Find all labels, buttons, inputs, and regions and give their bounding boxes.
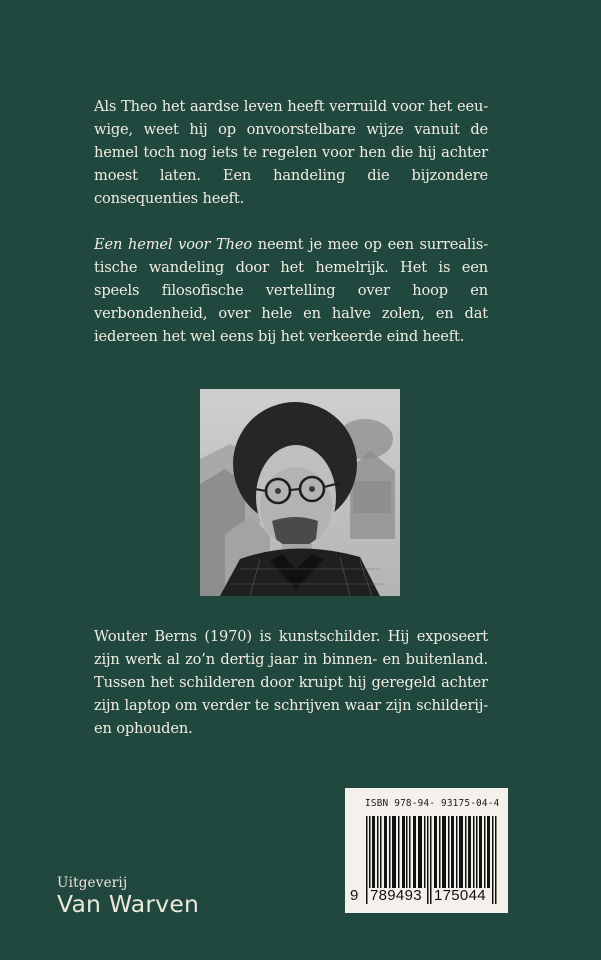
- author-bio: [94, 625, 488, 740]
- publisher-name: Van Warven: [57, 890, 200, 918]
- author-bio-text: Wouter Berns (1970) is kunstschilder. Hij exposeert zijn werk al zo’n dertig jaar in binnen- en buitenland. Tussen het schilderen door kruipt hij geregeld achter zijn laptop om verder te schrijven waar zijn schilderij-en ophouden.: [94, 628, 488, 737]
- blurb-paragraph-1: [94, 95, 488, 210]
- publisher-logo: [57, 875, 199, 917]
- barcode-digit-lead: 9: [350, 887, 359, 904]
- blurb-text-2: neemt je mee op een surrealis-tische wandeling door het hemelrijk. Het is een speels filosofische vertelling over hoop en verbondenheid, over hele en halve zolen, en dat iedereen het wel eens bij het verkeerde eind heeft.: [94, 236, 488, 345]
- publisher-kicker: Uitgeverij: [57, 875, 128, 891]
- barcode-digits-left: 789493: [370, 887, 422, 904]
- blurb-text-1: Als Theo het aardse leven heeft verruild voor het eeu-wige, weet hij op onvoorstelbare wijze vanuit de hemel toch nog iets te regelen voor hen die hij achter moest laten. Een handeling die bijzondere consequenties heeft.: [94, 98, 488, 207]
- barcode-digits-right: 175044: [434, 887, 486, 904]
- isbn-label: ISBN 978-94- 93175-04-4: [365, 798, 500, 809]
- book-title: Een hemel voor Theo: [94, 236, 252, 253]
- author-photo: [200, 389, 400, 596]
- isbn-barcode: [345, 788, 508, 913]
- blurb-paragraph-2: [94, 233, 488, 348]
